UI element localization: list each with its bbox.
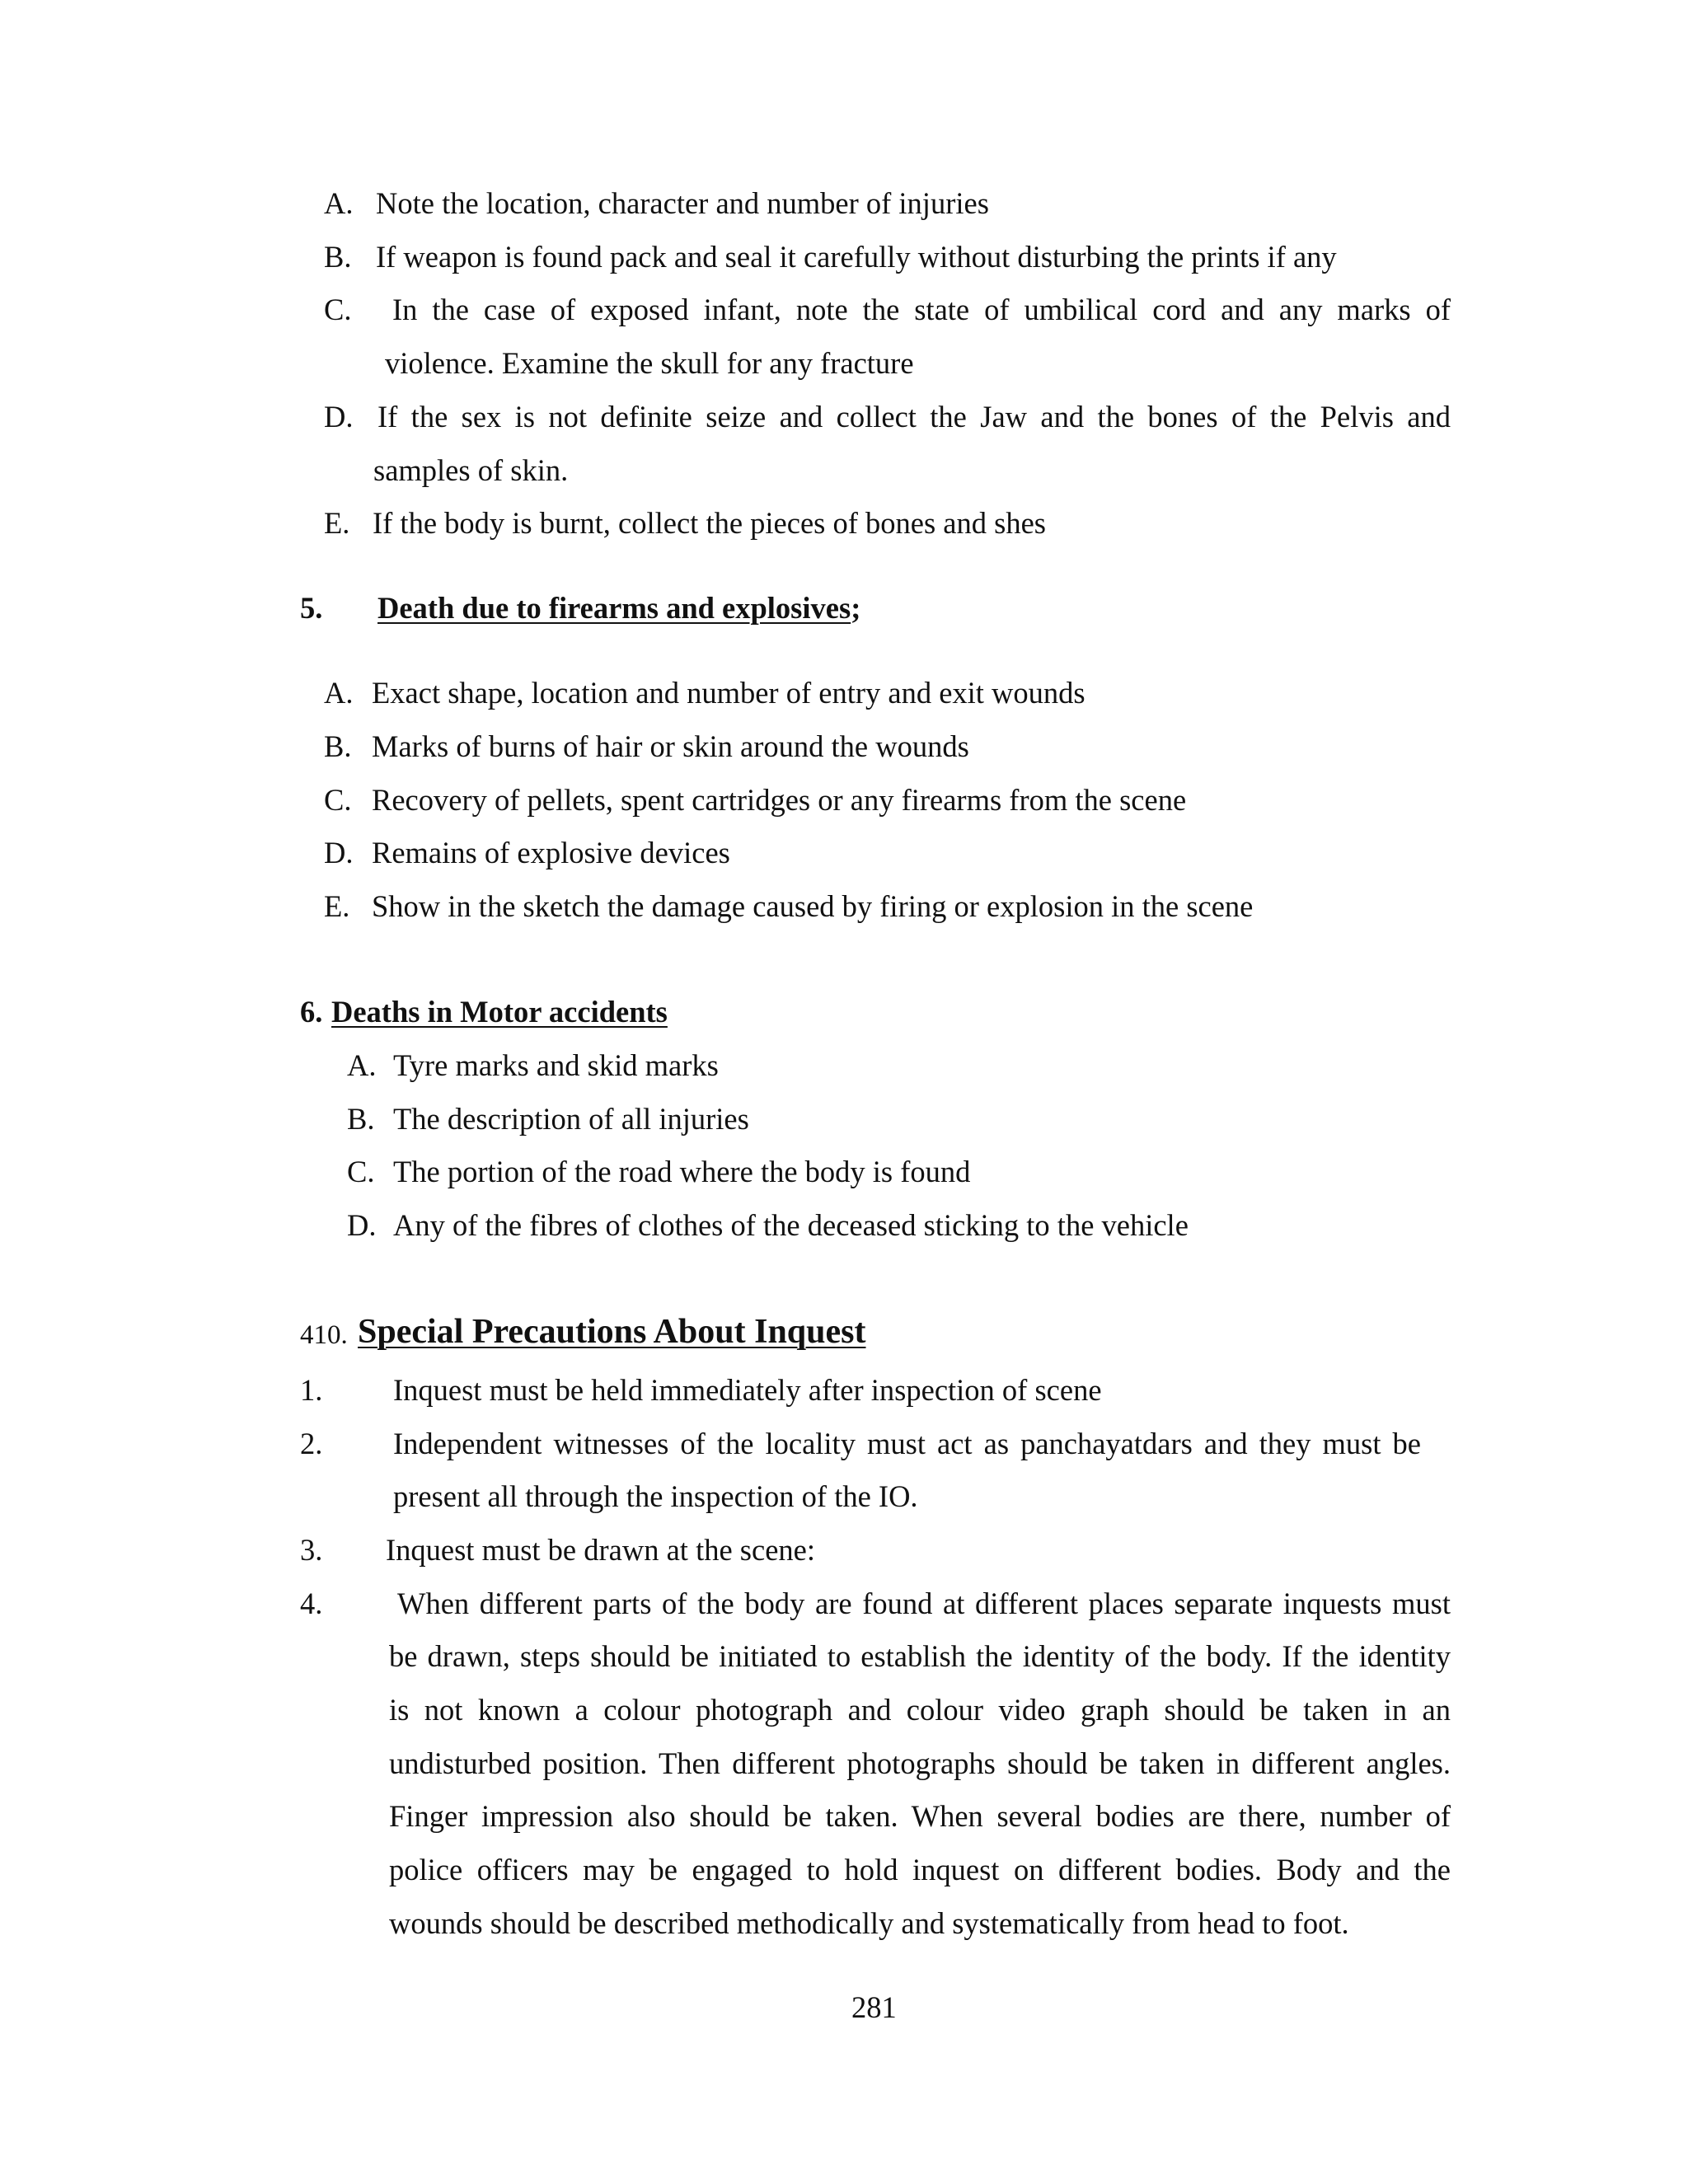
list-item-text: If the body is burnt, collect the pieces of bones and shes: [373, 506, 1046, 540]
paragraph-line: be drawn, steps should be initiated to establish the identity of the body. If the identity: [389, 1639, 1451, 1673]
list-item-text-continued: present all through the inspection of the IO.: [393, 1479, 918, 1513]
list-item-text: Any of the fibres of clothes of the deceased sticking to the vehicle: [393, 1208, 1189, 1242]
list-marker: D.: [324, 400, 354, 434]
list-item-text: If weapon is found pack and seal it carefully without disturbing the prints if any: [376, 240, 1337, 274]
list-item-text-continued: samples of skin.: [373, 453, 569, 487]
list-marker: 2.: [300, 1427, 323, 1460]
list-marker: C.: [324, 783, 352, 817]
paragraph-line: is not known a colour photograph and colour video graph should be taken in an: [389, 1693, 1451, 1727]
list-marker: A.: [324, 186, 354, 220]
section-number: 6.: [300, 995, 323, 1029]
list-marker: 3.: [300, 1533, 323, 1567]
page-number: 281: [851, 1990, 897, 2024]
list-marker: C.: [347, 1155, 375, 1188]
list-marker: 4.: [300, 1586, 323, 1620]
list-item-text: In the case of exposed infant, note the state of umbilical cord and any marks of: [392, 293, 1451, 326]
list-marker: 1.: [300, 1373, 323, 1407]
list-marker: D.: [324, 836, 354, 869]
list-item-text: Independent witnesses of the locality must act as panchayatdars and they must be: [393, 1427, 1421, 1460]
list-item-text: The portion of the road where the body is found: [393, 1155, 971, 1188]
section-title-wrap: [377, 593, 860, 624]
list-item-text-continued: violence. Examine the skull for any fracture: [385, 346, 914, 380]
list-item-text: Marks of burns of hair or skin around the wounds: [372, 729, 969, 763]
paragraph-line: When different parts of the body are found at different places separate inquests must: [397, 1586, 1451, 1620]
list-item-text: Note the location, character and number of injuries: [376, 186, 989, 220]
section-number: 410.: [300, 1320, 348, 1350]
paragraph-line: undisturbed position. Then different photographs should be taken in different angles.: [389, 1746, 1451, 1780]
list-item-text: Inquest must be held immediately after inspection of scene: [393, 1373, 1102, 1407]
list-marker: B.: [324, 729, 352, 763]
section-title: Deaths in Motor accidents: [331, 995, 668, 1029]
list-marker: D.: [347, 1208, 377, 1242]
list-item-text: Tyre marks and skid marks: [393, 1048, 719, 1082]
list-item-text: If the sex is not definite seize and collect the Jaw and the bones of the Pelvis and: [377, 400, 1451, 434]
list-marker: A.: [324, 676, 354, 710]
section-title: Special Precautions About Inquest: [358, 1313, 866, 1351]
list-item-text: Inquest must be drawn at the scene:: [386, 1533, 815, 1567]
section-title: Death due to firearms and explosives: [377, 591, 851, 625]
paragraph-line: Finger impression also should be taken. When several bodies are there, number of: [389, 1799, 1451, 1833]
list-marker: B.: [347, 1102, 375, 1136]
list-marker: C.: [324, 293, 352, 326]
paragraph-line: wounds should be described methodically and systematically from head to foot.: [389, 1906, 1349, 1940]
section-title-suffix: ;: [851, 591, 861, 625]
list-item-text: The description of all injuries: [393, 1102, 749, 1136]
list-item-text: Show in the sketch the damage caused by firing or explosion in the scene: [372, 889, 1254, 923]
section-number: 5.: [300, 591, 323, 625]
list-marker: E.: [324, 506, 350, 540]
list-item-text: Recovery of pellets, spent cartridges or any firearms from the scene: [372, 783, 1187, 817]
list-marker: B.: [324, 240, 352, 274]
list-item-text: Remains of explosive devices: [372, 836, 730, 869]
list-item-text: Exact shape, location and number of entry and exit wounds: [372, 676, 1085, 710]
list-marker: E.: [324, 889, 350, 923]
paragraph-line: police officers may be engaged to hold inquest on different bodies. Body and the: [389, 1853, 1451, 1886]
list-marker: A.: [347, 1048, 377, 1082]
